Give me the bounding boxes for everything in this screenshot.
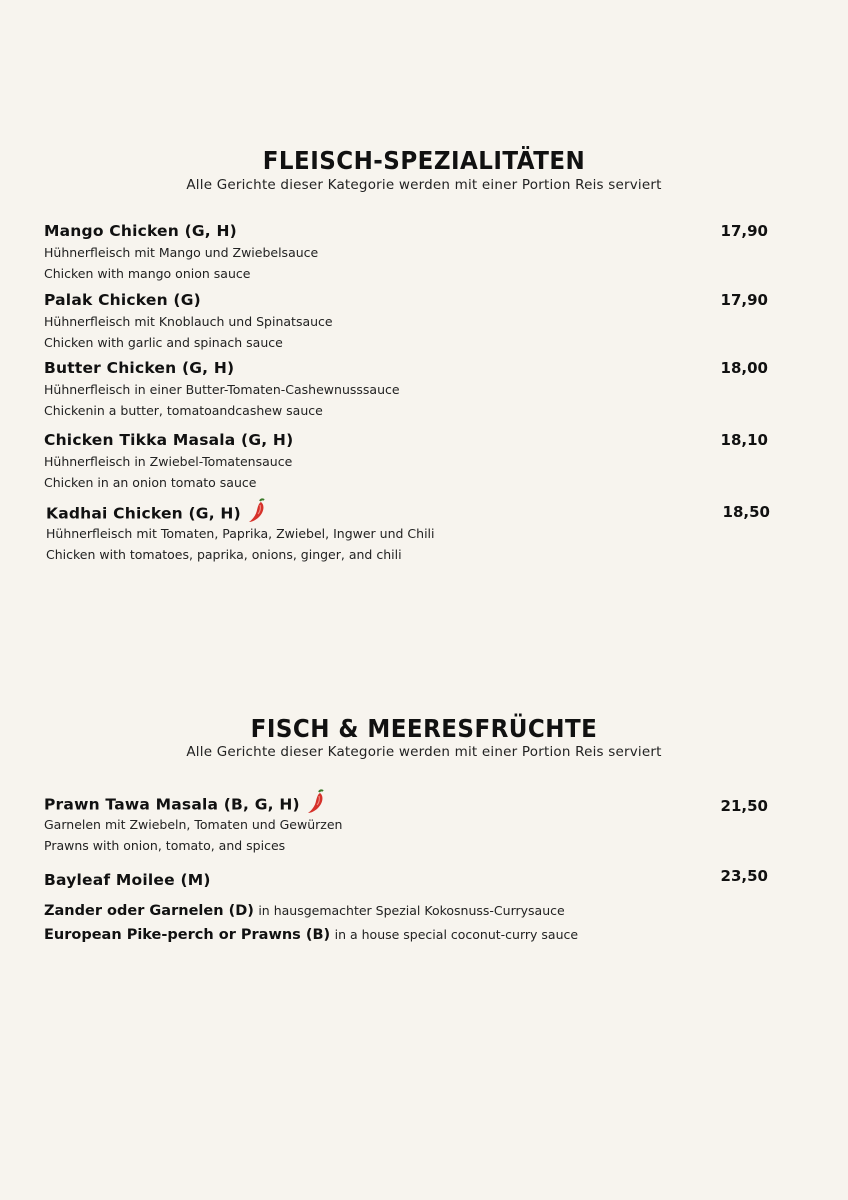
- item-description-de: Hühnerfleisch in Zwiebel-Tomatensauce: [44, 454, 293, 469]
- item-price: 17,90: [720, 222, 768, 240]
- menu-item: [44, 792, 814, 856]
- item-option-name: Zander oder Garnelen (D): [44, 903, 254, 919]
- chili-pepper-icon: [306, 789, 326, 815]
- item-name: Kadhai Chicken (G, H): [46, 504, 241, 523]
- section-title-fish: FISCH & MEERESFRÜCHTE: [250, 714, 598, 743]
- section-subtitle-fish: Alle Gerichte dieser Kategorie werden mit einer Portion Reis serviert: [186, 744, 662, 760]
- menu-item: [46, 501, 816, 565]
- item-option-line: [44, 923, 814, 947]
- item-name: Butter Chicken (G, H): [44, 359, 235, 377]
- menu-item: [44, 357, 814, 421]
- item-option-description: in hausgemachter Spezial Kokosnuss-Currysauce: [258, 903, 565, 918]
- item-name: Bayleaf Moilee (M): [44, 871, 211, 889]
- item-description-en: Chickenin a butter, tomatoandcashew sauce: [44, 403, 323, 418]
- item-name: Chicken Tikka Masala (G, H): [44, 431, 294, 449]
- item-description-de: Hühnerfleisch mit Tomaten, Paprika, Zwiebel, Ingwer und Chili: [46, 526, 435, 541]
- menu-item: [44, 289, 814, 353]
- item-description-de: Hühnerfleisch in einer Butter-Tomaten-Cashewnusssauce: [44, 382, 400, 397]
- item-description-en: Chicken with tomatoes, paprika, onions, ginger, and chili: [46, 547, 402, 562]
- item-price: 23,50: [720, 867, 768, 885]
- menu-item: [44, 869, 814, 947]
- item-option-line: [44, 899, 814, 923]
- item-description-en: Chicken with garlic and spinach sauce: [44, 335, 283, 350]
- menu-item: [44, 429, 814, 493]
- item-option-description: in a house special coconut-curry sauce: [334, 927, 579, 942]
- item-price: 21,50: [720, 797, 768, 815]
- item-price: 18,50: [722, 503, 770, 521]
- item-description-de: Garnelen mit Zwiebeln, Tomaten und Gewürzen: [44, 817, 343, 832]
- item-description-de: Hühnerfleisch mit Knoblauch und Spinatsauce: [44, 314, 333, 329]
- section-title-meat: FLEISCH-SPEZIALITÄTEN: [262, 146, 586, 175]
- item-price: 18,10: [720, 431, 768, 449]
- item-description-de: Hühnerfleisch mit Mango und Zwiebelsauce: [44, 245, 319, 260]
- item-description-en: Chicken with mango onion sauce: [44, 266, 251, 281]
- item-name: Prawn Tawa Masala (B, G, H): [44, 795, 300, 814]
- item-description-en: Chicken in an onion tomato sauce: [44, 475, 257, 490]
- item-name: Palak Chicken (G): [44, 291, 201, 309]
- menu-item: [44, 220, 814, 284]
- chili-pepper-icon: [247, 498, 267, 524]
- section-subtitle-meat: Alle Gerichte dieser Kategorie werden mit einer Portion Reis serviert: [186, 177, 662, 193]
- item-name: Mango Chicken (G, H): [44, 222, 237, 240]
- item-price: 18,00: [720, 359, 768, 377]
- item-option-name: European Pike-perch or Prawns (B): [44, 927, 331, 943]
- item-description-en: Prawns with onion, tomato, and spices: [44, 838, 286, 853]
- item-price: 17,90: [720, 291, 768, 309]
